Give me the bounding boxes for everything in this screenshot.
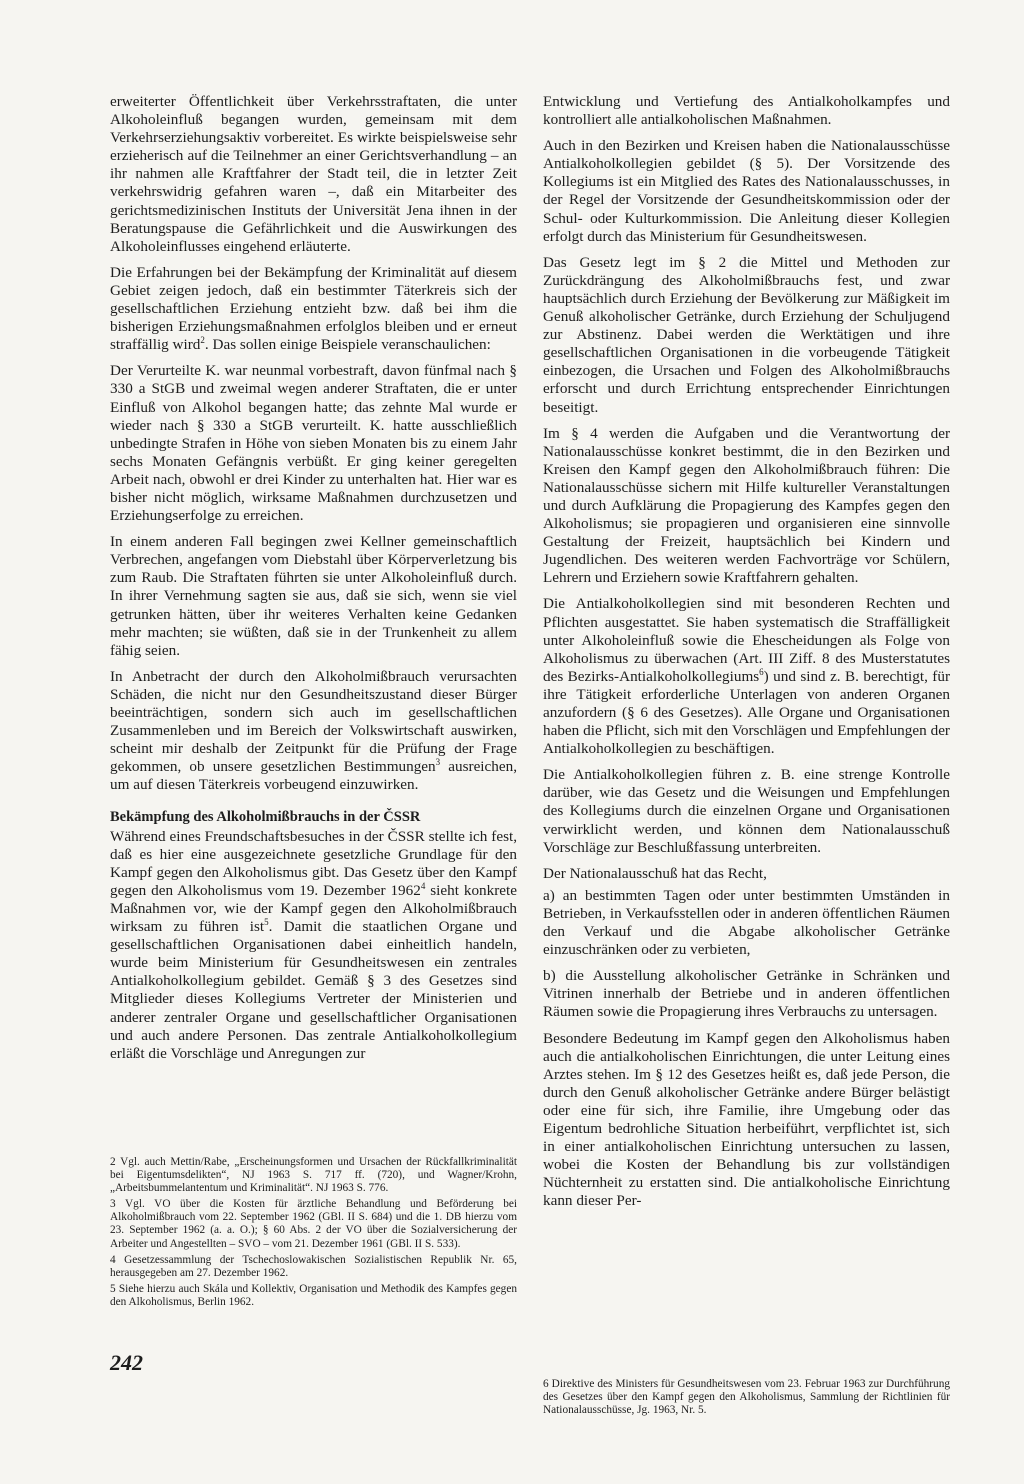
footnote-2: 2 Vgl. auch Mettin/Rabe, „Erscheinungsformen und Ursachen der Rückfallkriminalität bei Eigentumsdelikten“, NJ 1963 S. 717 ff. (720), und Wagner/Krohn, „Arbeitsbummelantentum und Kriminalität“. NJ 1963 S. 776. bbox=[110, 1156, 517, 1195]
paragraph: Der Nationalausschuß hat das Recht, bbox=[543, 864, 767, 882]
paragraph: Im § 4 werden die Aufgaben und die Verantwortung der Nationalausschüsse konkret bestimmt, die in den Bezirken und Kreisen den Kampf gegen den Alkoholmißbrauch führen: Die Nationalausschüsse sichern mit Hilfe kultureller Veranstaltungen und durch Aufklärung die Propagierung des Kampfes gegen den Alkoholismus; sie propagieren und organisieren eine sinnvolle Gestaltung der Freizeit, hauptsächlich bei Kindern und Jugendlichen. Des weiteren werden Fachvorträge vor Schülern, Lehrern und Erziehern sowie Kraftfahrern gehalten. bbox=[543, 424, 950, 587]
left-column bbox=[110, 93, 517, 1308]
page-number: 242 bbox=[110, 1350, 143, 1375]
paragraph: In Anbetracht der durch den Alkoholmißbrauch verursachten Schäden, die nicht nur den Gesundheitszustand dieser Bürger beeinträchtigen, sondern sich auch im gesellschaftlichen Zusammenleben und im Bereich der Volkswirtschaft auswirken, scheint mir deshalb der Zeitpunkt für die Prüfung der Frage gekommen, ob unsere gesetzlichen Bestimmungen$^3$ ausreichen, um auf diesen Täterkreis vorbeugend einzuwirken. bbox=[110, 667, 517, 794]
footnote-3: 3 Vgl. VO über die Kosten für ärztliche Behandlung und Beförderung bei Alkoholmißbrauch vom 22. September 1962 (GBl. II S. 684) und die 1. DB hierzu vom 23. September 1962 (a. a. O.); § 60 Abs. 2 der VO über die Sozialversicherung der Arbeiter und Angestellten – SVO – vom 21. Dezember 1961 (GBl. II S. 533). bbox=[110, 1198, 517, 1250]
right-footnotes bbox=[543, 1378, 950, 1420]
footnote-6: 6 Direktive des Ministers für Gesundheitswesen vom 23. Februar 1963 zur Durchführung des Gesetzes über den Kampf gegen den Alkoholismus, Sammlung der Richtlinien für Nationalausschüsse, Jg. 1963, Nr. 5. bbox=[543, 1378, 950, 1417]
footnote-ref: 4 bbox=[420, 880, 426, 891]
footnote-ref: 2 bbox=[200, 335, 205, 346]
paragraph: Die Antialkoholkollegien führen z. B. eine strenge Kontrolle darüber, wie das Gesetz und die Weisungen und Empfehlungen des Kollegiums durch die einzelnen Organe und Organisationen verwirklicht werden, und können dem Nationalausschuß Vorschläge zur Beschlußfassung unterbreiten. bbox=[543, 766, 950, 856]
paragraph: Während eines Freundschaftsbesuches in der ČSSR stellte ich fest, daß es hier eine ausgezeichnete gesetzliche Grundlage für den Kampf gegen den Alkoholismus gibt. Das Gesetz über den Kampf gegen den Alkoholismus vom 19. Dezember 1962$^4$ sieht konkrete Maßnahmen vor, wie der Kampf gegen den Alkoholmißbrauch wirksam zu führen ist$^5$. Damit die staatlichen Organe und gesellschaftlichen Organisationen dabei einheitlich handeln, wurde beim Ministerium für Gesundheitswesen ein zentrales Antialkoholkollegium gebildet. Gemäß § 3 des Gesetzes sind Mitglieder dieses Kollegiums Vertreter der Ministerien und anderer zentraler Organe und gesellschaftlicher Organisationen und auch andere Personen. Das zentrale Antialkoholkollegium erläßt die Vorschläge und Anregungen zur bbox=[110, 827, 517, 1062]
paragraph: Besondere Bedeutung im Kampf gegen den Alkoholismus haben auch die antialkoholischen Einrichtungen, die unter Leitung eines Arztes stehen. Im § 12 des Gesetzes heißt es, daß jede Person, die durch den Genuß alkoholischer Getränke andere Bürger belästigt oder eine für sich, ihre Familie, ihre Umgebung oder das Eigentum bedrohliche Situation herbeiführt, verpflichtet ist, sich in einer antialkoholischen Einrichtung untersuchen zu lassen, wobei die Kosten der Behandlung bis zur vollständigen Nüchternheit zu erstatten sind. Die antialkoholische Einrichtung kann dieser Per- bbox=[543, 1029, 950, 1210]
right-column bbox=[543, 93, 950, 1417]
footnote-ref: 5 bbox=[264, 916, 269, 927]
paragraph: Der Verurteilte K. war neunmal vorbestraft, davon fünfmal nach § 330 a StGB und zweimal wegen anderer Straftaten, die er unter Einfluß von Alkohol begangen hatte; das zehnte Mal wurde er wieder nach § 330 a StGB verurteilt. K. hatte ausschließlich unbedingte Strafen in Höhe von sieben Monaten bis zu einem Jahr sechs Monaten Gefängnis verbüßt. Er ging keiner geregelten Arbeit nach, obwohl er drei Kinder zu unterhalten hat. Hier war es bisher nicht möglich, wirksame Maßnahmen durchzusetzen und Erziehungserfolge zu erreichen. bbox=[110, 362, 517, 525]
paragraph: Entwicklung und Vertiefung des Antialkoholkampfes und kontrolliert alle antialkoholischen Maßnahmen. bbox=[543, 93, 950, 129]
paragraph: Auch in den Bezirken und Kreisen haben die Nationalausschüsse Antialkoholkollegien gebildet (§ 5). Der Vorsitzende des Kollegiums ist ein Mitglied des Rates des Nationalausschusses, in der Regel der Vorsitzende der Gesundheitskommission oder der Schul- oder Kulturkommission. Die Anleitung dieser Kollegien erfolgt durch das Ministerium für Gesundheitswesen. bbox=[543, 137, 950, 245]
section-heading: Bekämpfung des Alkoholmißbrauchs in der ČSSR bbox=[110, 809, 421, 826]
paragraph: In einem anderen Fall begingen zwei Kellner gemeinschaftlich Verbrechen, angefangen vom Diebstahl über Körperverletzung bis zum Raub. Die Straftaten führten sie unter Alkoholeinfluß durch. In ihrer Vernehmung sagten sie aus, daß sie sich, wenn sie viel getrunken hätten, über ihr weiteres Verhalten keine Gedanken mehr machten; sie wüßten, daß sie in der Trunkenheit zu allem fähig seien. bbox=[110, 533, 517, 659]
footnote-4: 4 Gesetzessammlung der Tschechoslowakischen Sozialistischen Republik Nr. 65, herausgegeben am 27. Dezember 1962. bbox=[110, 1253, 517, 1279]
paragraph: Die Antialkoholkollegien sind mit besonderen Rechten und Pflichten ausgestattet. Sie haben systematisch die Straffälligkeit unter Alkoholeinfluß sowie die Ehescheidungen als Folge von Alkoholismus zu überwachen (Art. III Ziff. 8 des Musterstatutes des Bezirks-Antialkoholkollegiums$^6$) und sind z. B. berechtigt, für ihre Tätigkeit erforderliche Unterlagen von anderen Organen anzufordern (§ 6 des Gesetzes). Alle Organe und Organisationen haben die Pflicht, sich mit den Vorschlägen und Empfehlungen der Antialkoholkollegien zu beschäftigen. bbox=[543, 595, 950, 758]
paragraph: Das Gesetz legt im § 2 die Mittel und Methoden zur Zurückdrängung des Alkoholmißbrauchs fest, und zwar hauptsächlich durch Erziehung der Bevölkerung zur Mäßigkeit im Genuß alkoholischer Getränke, durch Erziehung der Schuljugend zur Abstinenz. Dabei werden die Werktätigen und ihre gesellschaftlichen Organisationen in die vorbeugende Tätigkeit einbezogen, die Ursachen und Folgen des Alkoholmißbrauchs erforscht und durch Errichtung entsprechender Einrichtungen beseitigt. bbox=[543, 253, 950, 416]
footnote-ref: 3 bbox=[435, 757, 441, 768]
footnote-ref: 6 bbox=[759, 666, 764, 677]
paragraph: erweiterter Öffentlichkeit über Verkehrsstraftaten, die unter Alkoholeinfluß begangen wurden, gemeinsam mit dem Verkehrserziehungsaktiv vorbereitet. Es wirkte beispielsweise sehr erzieherisch auf die Teilnehmer an einer Gerichtsverhandlung – an ihr nahmen alle Kraftfahrer der Stadt teil, die in letzter Zeit verkehrswidrig gefahren waren –, daß ein Mitarbeiter des gerichtsmedizinischen Instituts der Universität Jena ihnen in der Beratungspause die Gefährlichkeit und die Auswirkungen des Alkoholeinflusses eingehend erläuterte. bbox=[110, 93, 517, 255]
paragraph: Die Erfahrungen bei der Bekämpfung der Kriminalität auf diesem Gebiet zeigen jedoch, daß ein bestimmter Täterkreis sich der gesellschaftlichen Erziehung entzieht bzw. daß bei ihm die bisherigen Erziehungsmaßnahmen erfolglos bleiben und er erneut straffällig wird$^2$. Das sollen einige Beispiele veranschaulichen: bbox=[110, 263, 517, 354]
list-item: a) an bestimmten Tagen oder unter bestimmten Umständen in Betrieben, in Verkaufsstellen oder in anderen öffentlichen Räumen den Verkauf und die Abgabe alkoholischer Getränke einzuschränken oder zu verbieten, bbox=[543, 886, 950, 959]
list-item: b) die Ausstellung alkoholischer Getränke in Schränken und Vitrinen innerhalb der Betriebe und in anderen öffentlichen Räumen sowie die Propagierung ihres Verbrauchs zu untersagen. bbox=[543, 967, 950, 1021]
left-footnotes bbox=[110, 1156, 517, 1312]
footnote-5: 5 Siehe hierzu auch Skála und Kollektiv, Organisation und Methodik des Kampfes gegen den Alkoholismus, Berlin 1962. bbox=[110, 1282, 517, 1308]
